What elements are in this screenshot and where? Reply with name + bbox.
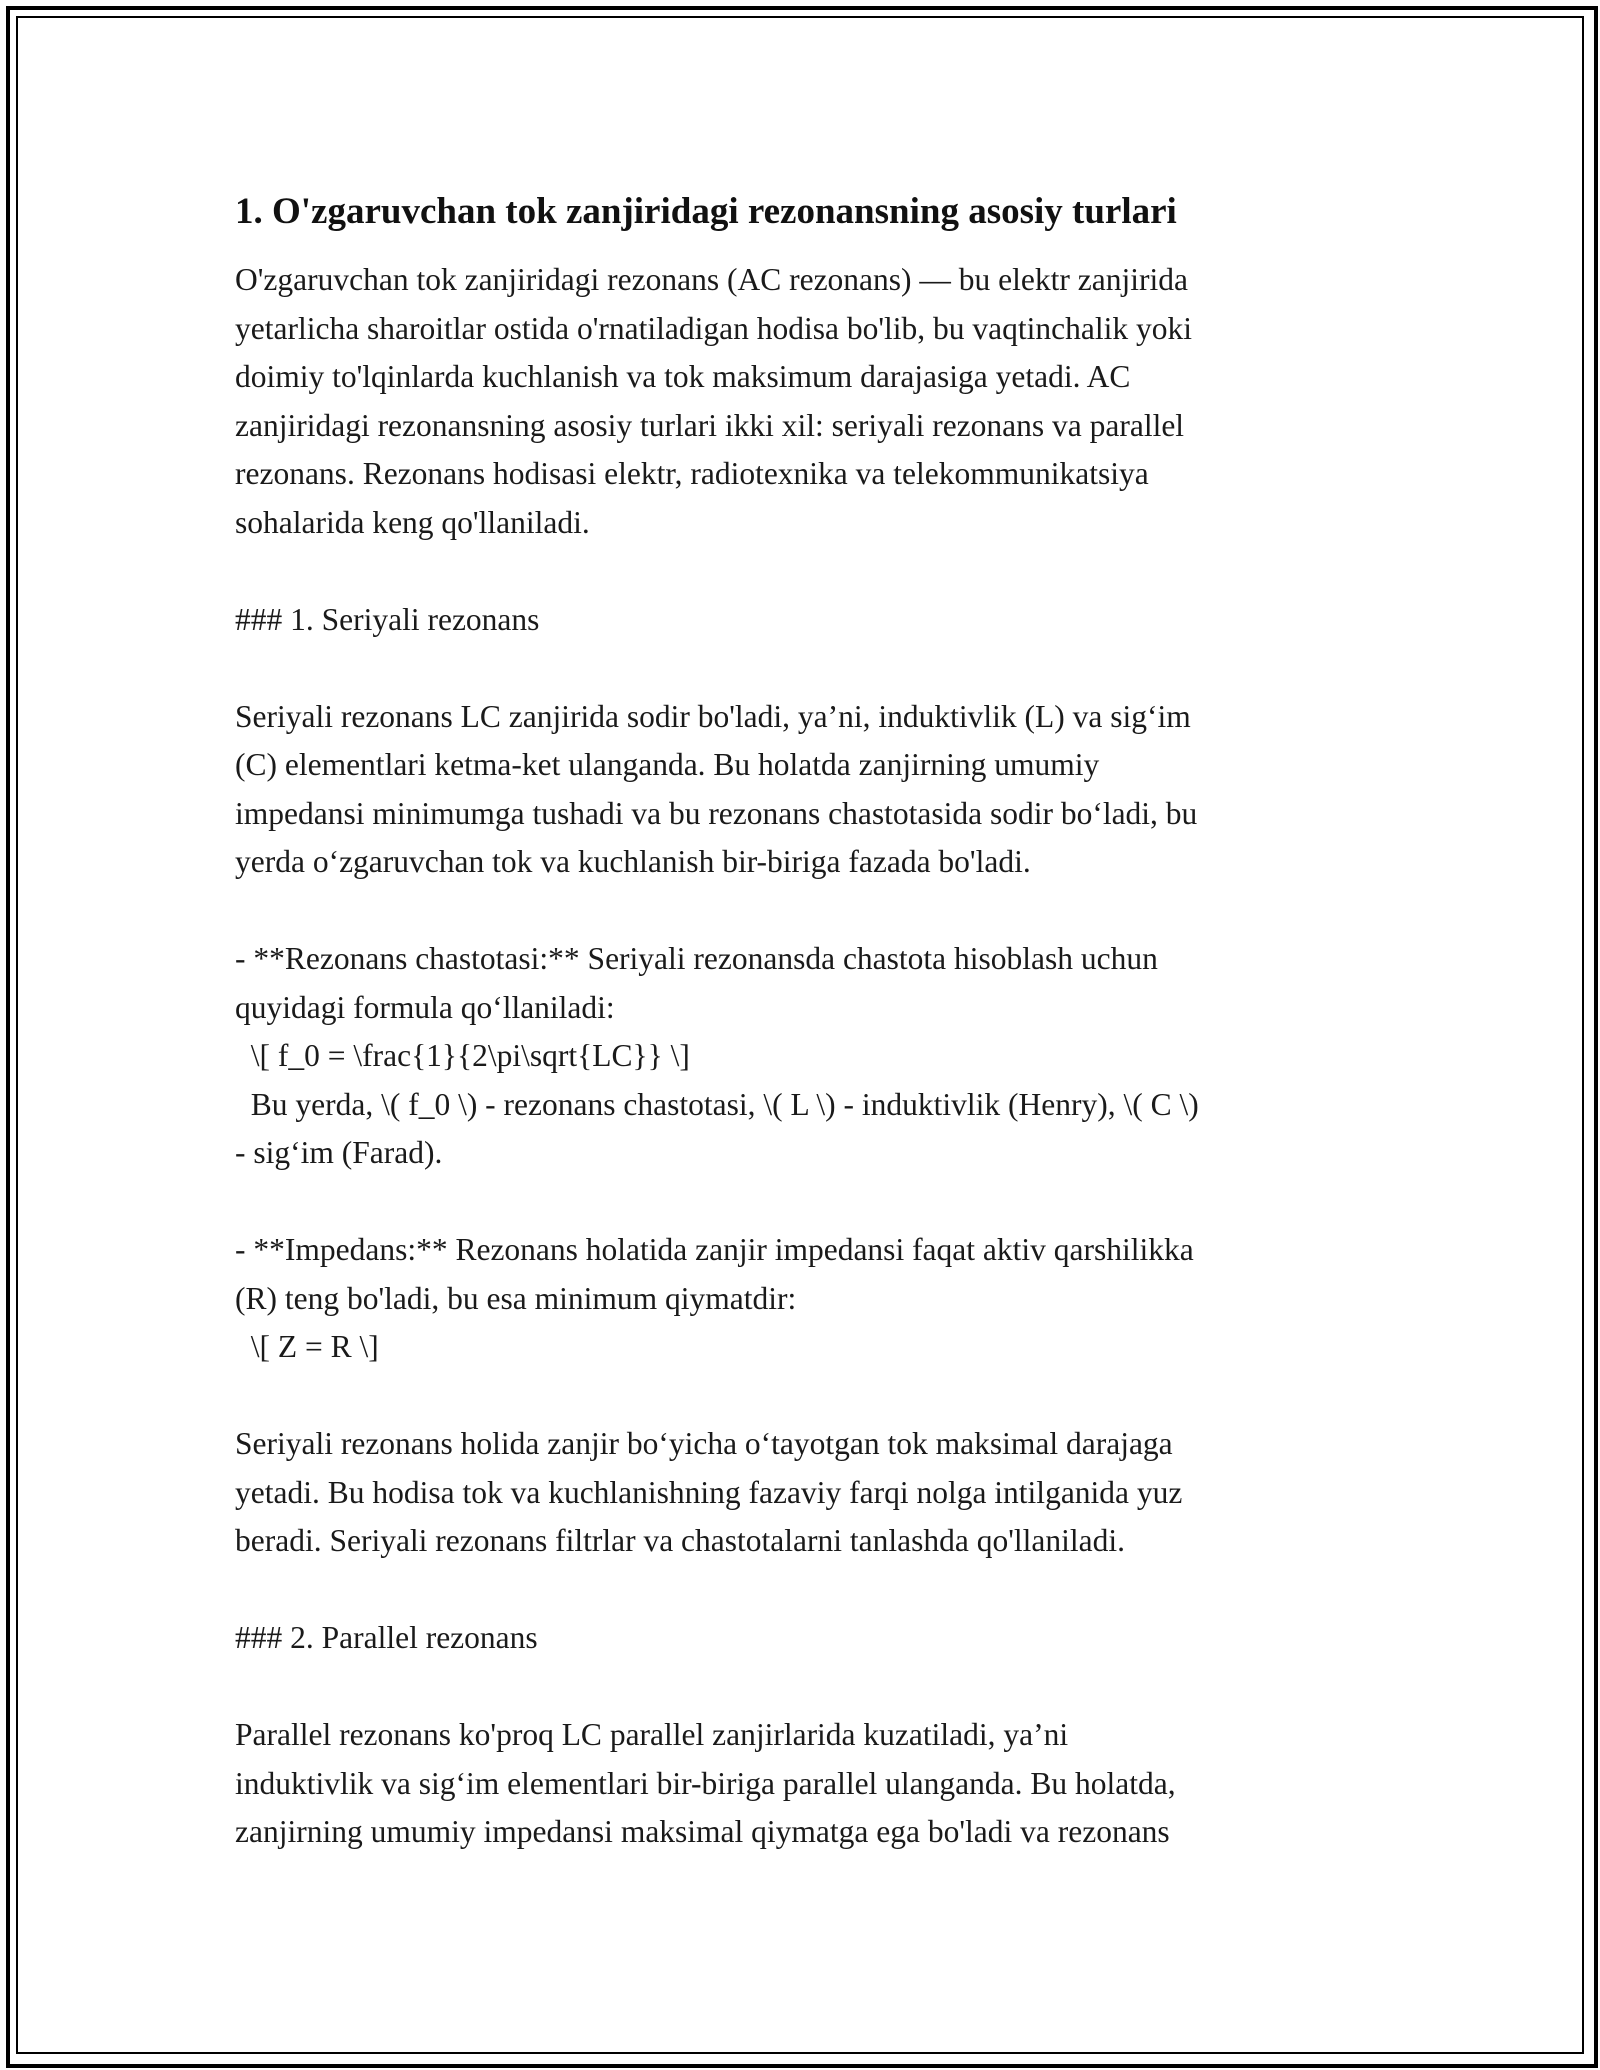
page-title: 1. O'zgaruvchan tok zanjiridagi rezonansning asosiy turlari [235, 191, 1177, 232]
spacer [235, 644, 1365, 693]
spacer [235, 1178, 1365, 1227]
spacer [235, 1566, 1365, 1615]
spacer [235, 547, 1365, 596]
spacer [235, 1372, 1365, 1421]
spacer [235, 1663, 1365, 1712]
section-heading-parallel: ### 2. Parallel rezonans [235, 1620, 538, 1655]
rezonans-chastotasi-item: - **Rezonans chastotasi:** Seriyali rezonansda chastota hisoblash uchun quyidagi formula qo‘llaniladi: \[ f_0 = \frac{1}{2\pi\sqrt{LC}} \] Bu yerda, \( f_0 \) - rezonans chastotasi, \( L \) - induktivlik (Henry), \( C \) - sig‘im (Farad). [235, 941, 1199, 1170]
document-body [235, 186, 1365, 1857]
parallel-paragraph: Parallel rezonans ko'proq LC parallel zanjirlarida kuzatiladi, ya’ni induktivlik va sig‘im elementlari bir-biriga parallel ulanganda. Bu holatda, zanjirning umumiy impedansi maksimal qiymatga ega bo'ladi va rezonans [235, 1717, 1176, 1849]
impedans-item: - **Impedans:** Rezonans holatida zanjir impedansi faqat aktiv qarshilikka (R) teng bo'ladi, bu esa minimum qiymatdir: \[ Z = R \] [235, 1232, 1194, 1364]
spacer [235, 887, 1365, 936]
intro-paragraph: O'zgaruvchan tok zanjiridagi rezonans (AC rezonans) — bu elektr zanjirida yetarlicha sharoitlar ostida o'rnatiladigan hodisa bo'lib, bu vaqtinchalik yoki doimiy to'lqinlarda kuchlanish va tok maksimum darajasiga yetadi. AC zanjiridagi rezonansning asosiy turlari ikki xil: seriyali rezonans va parallel rezonans. Rezonans hodisasi elektr, radiotexnika va telekommunikatsiya sohalarida keng qo'llaniladi. [235, 262, 1192, 540]
section-heading-seriyali: ### 1. Seriyali rezonans [235, 601, 540, 637]
seriyali-summary-paragraph: Seriyali rezonans holida zanjir bo‘yicha o‘tayotgan tok maksimal darajaga yetadi. Bu hodisa tok va kuchlanishning fazaviy farqi nolga intilganida yuz beradi. Seriyali rezonans filtrlar va chastotalarni tanlashda qo'llaniladi. [235, 1426, 1183, 1558]
seriyali-paragraph: Seriyali rezonans LC zanjirida sodir bo'ladi, ya’ni, induktivlik (L) va sig‘im (C) elementlari ketma-ket ulanganda. Bu holatda zanjirning umumiy impedansi minimumga tushadi va bu rezonans chastotasida sodir bo‘ladi, bu yerda o‘zgaruvchan tok va kuchlanish bir-biriga fazada bo'ladi. [235, 698, 1198, 879]
